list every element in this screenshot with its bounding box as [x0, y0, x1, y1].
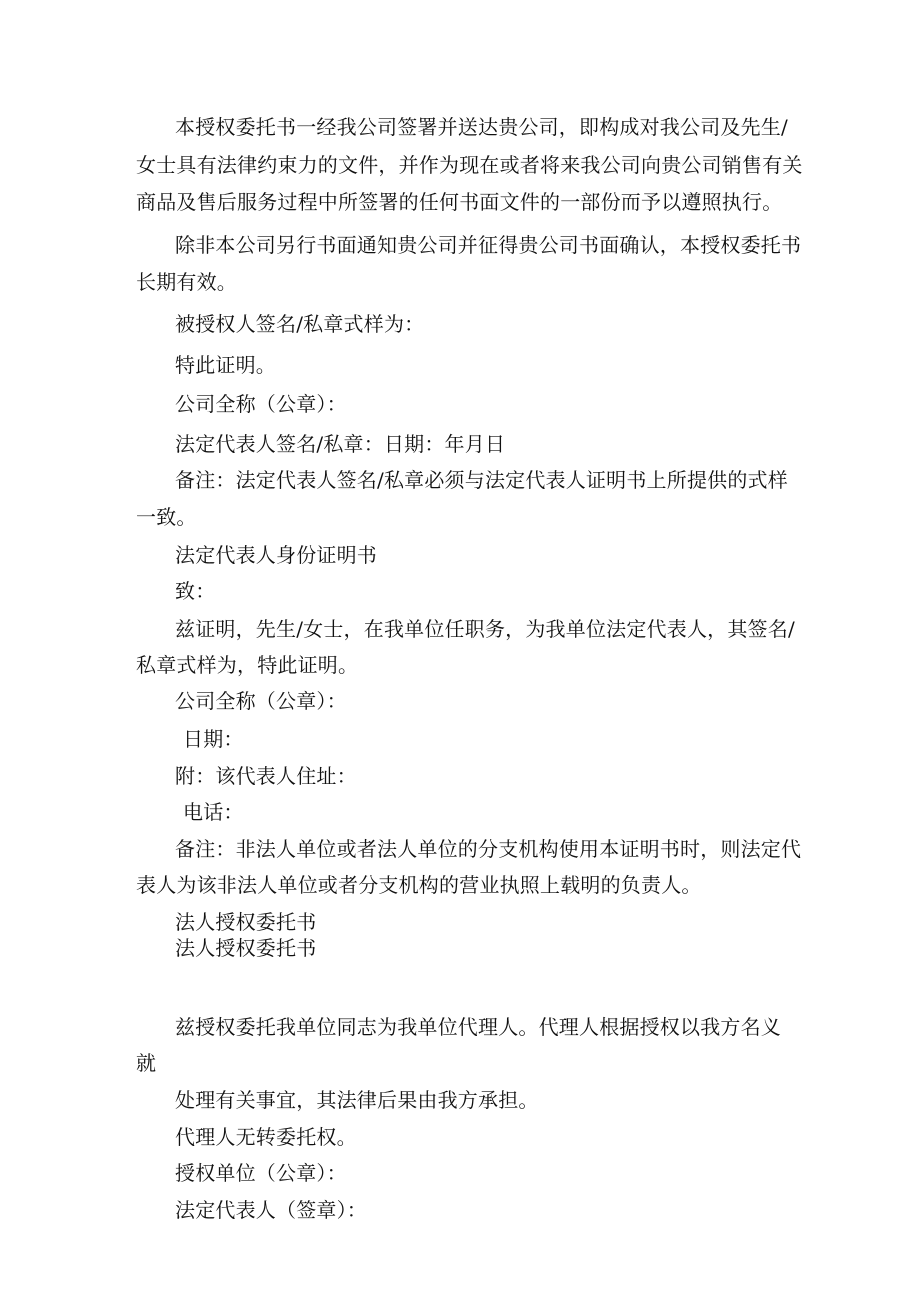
- section-title-power-of-attorney-repeat: 法人授权委托书: [175, 936, 317, 960]
- section-title-legal-rep-certificate: 法定代表人身份证明书: [175, 543, 377, 567]
- note-signature-consistency-line2: 一致。: [136, 505, 197, 529]
- paragraph-authorization-effect-line2: 女士具有法律约束力的文件，并作为现在或者将来我公司向贵公司销售有关: [136, 153, 803, 177]
- date-label: 日期：: [183, 727, 244, 751]
- paragraph-validity-line1: 除非本公司另行书面通知贵公司并征得贵公司书面确认，本授权委托书: [175, 233, 802, 257]
- paragraph-appointment-line1: 兹授权委托我单位同志为我单位代理人。代理人根据授权以我方名义: [175, 1015, 781, 1039]
- legal-rep-seal-label: 法定代表人（签章）：: [175, 1198, 367, 1222]
- paragraph-identity-certification-line1: 兹证明，先生/女士，在我单位任职务，为我单位法定代表人，其签名/: [175, 617, 795, 641]
- certification-statement: 特此证明。: [175, 353, 276, 377]
- section-title-power-of-attorney: 法人授权委托书: [175, 910, 317, 934]
- company-full-name-label: 公司全称（公章）：: [175, 392, 347, 416]
- company-full-name-label-2: 公司全称（公章）：: [175, 689, 347, 713]
- paragraph-authorization-effect-line1: 本授权委托书一经我公司签署并送达贵公司，即构成对我公司及先生/: [175, 115, 788, 139]
- no-sub-delegation-statement: 代理人无转委托权。: [175, 1125, 357, 1149]
- note-non-legal-entity-line2: 表人为该非法人单位或者分支机构的营业执照上载明的负责人。: [136, 873, 702, 897]
- note-signature-consistency-line1: 备注：法定代表人签名/私章必须与法定代表人证明书上所提供的式样: [175, 468, 788, 492]
- paragraph-authorization-effect-line3: 商品及售后服务过程中所签署的任何书面文件的一部份而予以遵照执行。: [136, 190, 783, 214]
- paragraph-legal-consequences: 处理有关事宜，其法律后果由我方承担。: [175, 1088, 539, 1112]
- authorizing-unit-seal-label: 授权单位（公章）：: [175, 1161, 347, 1185]
- paragraph-validity-line2: 长期有效。: [136, 270, 237, 294]
- rep-address-label: 附：该代表人住址：: [175, 764, 357, 788]
- note-non-legal-entity-line1: 备注：非法人单位或者法人单位的分支机构使用本证明书时，则法定代: [175, 837, 802, 861]
- paragraph-appointment-line2: 就: [136, 1051, 157, 1075]
- paragraph-identity-certification-line2: 私章式样为，特此证明。: [136, 653, 359, 677]
- addressee-label: 致：: [175, 579, 216, 603]
- legal-rep-signature-date-line: 法定代表人签名/私章：日期：年月日: [175, 432, 506, 456]
- authorized-signature-sample-label: 被授权人签名/私章式样为：: [175, 312, 425, 336]
- phone-label: 电话：: [183, 800, 244, 824]
